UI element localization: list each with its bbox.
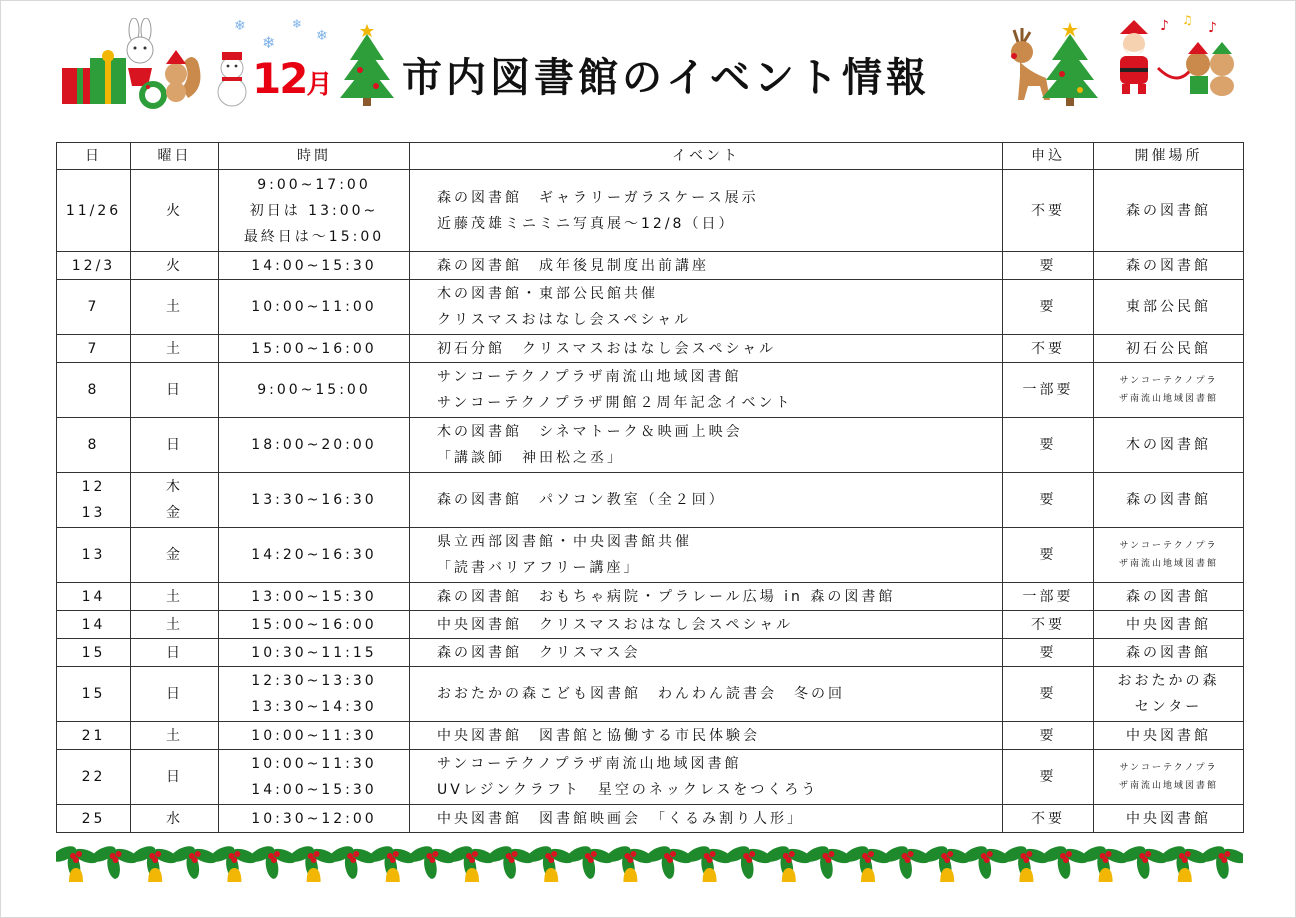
holly-leaf-icon [56,843,100,882]
cell-event-line: 森の図書館 おもちゃ病院・プラレール広場 in 森の図書館 [437,588,896,605]
holly-leaf-icon [881,843,932,880]
cell-event-line: 近藤茂雄ミニミニ写真展～12/8（日） [437,215,736,232]
cell-day [57,418,131,473]
cell-venue-line: 森の図書館 [1126,644,1211,661]
cell-apply: 要 [1003,280,1094,335]
cell-weekday-line: 日 [166,382,183,398]
cell-time [219,583,410,611]
cell-day-line: 7 [87,340,100,357]
cell-weekday [131,363,219,418]
holly-leaf-icon [406,843,457,880]
cell-time-line: 12:30~13:30 [251,673,377,689]
cell-time [219,722,410,750]
cell-venue [1094,583,1244,611]
month-label [252,54,331,103]
cell-venue-line: 東部公民館 [1126,299,1211,315]
table-row [57,418,1244,473]
cell-apply: 不要 [1003,805,1094,833]
holly-leaf-icon [485,843,536,880]
cell-time-line: 9:00~15:00 [257,382,371,398]
holly-leaf-icon [366,843,417,882]
cell-time [219,750,410,805]
cell-time [219,170,410,252]
cell-day-line: 11/26 [65,202,122,219]
cell-day-line: 13 [81,505,106,521]
cell-time [219,528,410,583]
cell-weekday-line: 水 [166,810,183,827]
cell-day [57,611,131,639]
cell-weekday [131,750,219,805]
col-header-venue: 開催場所 [1094,143,1244,170]
cell-weekday [131,335,219,363]
cell-event [410,363,1003,418]
cell-weekday [131,583,219,611]
cell-day [57,335,131,363]
cell-event [410,722,1003,750]
cell-time-line: 14:00~15:30 [251,257,377,274]
christmas-tree-icon [1040,18,1100,108]
cell-day [57,528,131,583]
cell-weekday-line: 火 [166,257,183,274]
holly-leaf-icon [564,843,615,880]
svg-text:❄: ❄ [292,17,303,31]
cell-event-line: UVレジンクラフト 星空のネックレスをつくろう [437,782,819,798]
cell-venue-line: サンコーテクノプラ [1119,541,1218,551]
holly-leaf-icon [1040,843,1091,880]
table-row [57,528,1244,583]
cell-day-line: 7 [87,299,100,315]
cell-time [219,418,410,473]
cell-weekday-line: 日 [166,437,183,453]
holly-leaf-icon [446,843,497,882]
holly-leaf-icon [1119,843,1170,880]
cell-event-line: 木の図書館 シネマトーク＆映画上映会 [437,424,743,440]
cell-time-line: 13:00~15:30 [251,588,377,605]
cell-venue [1094,667,1244,722]
cell-event-line: 「講談師 神田松之丞」 [437,450,624,466]
cell-day-line: 21 [81,727,106,744]
cell-event [410,280,1003,335]
cell-apply: 不要 [1003,611,1094,639]
cell-event [410,639,1003,667]
holly-leaf-icon [842,843,893,882]
cell-time-line: 10:00~11:30 [251,756,377,772]
cell-weekday [131,418,219,473]
col-header-apply: 申込 [1003,143,1094,170]
cell-day [57,722,131,750]
holly-leaf-icon [208,843,259,882]
holly-leaf-icon [287,843,338,882]
cell-event-line: 県立西部図書館・中央図書館共催 [437,534,692,550]
cell-weekday [131,170,219,252]
cell-event-line: サンコーテクノプラザ開館２周年記念イベント [437,395,793,411]
cell-weekday-line: 土 [166,616,183,633]
cell-day [57,363,131,418]
cell-venue-line: サンコーテクノプラ [1119,376,1218,386]
holly-leaf-icon [723,843,774,880]
cell-weekday-line: 木 [166,479,183,495]
svg-text:❄: ❄ [234,18,246,34]
cell-event-line: 森の図書館 ギャラリーガラスケース展示 [437,189,759,206]
cell-apply: 不要 [1003,170,1094,252]
cell-day [57,667,131,722]
cell-event-line: 木の図書館・東部公民館共催 [437,286,658,302]
cell-time-line: 13:30~16:30 [251,492,377,508]
cell-time-line: 10:30~11:15 [251,644,377,661]
holly-leaf-icon [762,843,813,882]
holly-leaf-icon [168,843,219,880]
cell-venue-line: センター [1134,699,1203,715]
table-header-row [57,143,1244,170]
cell-day [57,805,131,833]
cell-venue-line: 中央図書館 [1126,616,1211,633]
cell-apply: 要 [1003,639,1094,667]
cell-weekday-line: 金 [166,505,183,521]
cell-time-line: 10:00~11:30 [251,727,377,744]
cell-venue-line: サンコーテクノプラ [1119,763,1218,773]
cell-event-line: サンコーテクノプラザ南流山地域図書館 [437,756,742,772]
cell-event-line: 中央図書館 図書館と協働する市民体験会 [437,727,760,744]
cell-day-line: 8 [87,382,100,398]
snowflake-icon [232,14,332,58]
cell-weekday [131,805,219,833]
cell-event-line: おおたかの森こども図書館 わんわん読書会 冬の回 [437,686,845,702]
cell-event-line: 中央図書館 クリスマスおはなし会スペシャル [437,616,794,633]
cell-weekday-line: 日 [166,686,183,702]
cell-time [219,335,410,363]
cell-event [410,667,1003,722]
cell-time [219,667,410,722]
table-row [57,335,1244,363]
col-header-event: イベント [410,143,1003,170]
col-header-weekday: 曜日 [131,143,219,170]
holly-leaf-icon [1079,843,1130,882]
table-row [57,280,1244,335]
col-header-time: 時間 [219,143,410,170]
cell-venue-line: 中央図書館 [1126,727,1211,744]
cell-event [410,418,1003,473]
cell-day-line: 25 [81,810,106,827]
holly-leaf-icon [921,843,972,882]
cell-time-line: 14:00~15:30 [251,782,377,798]
cell-weekday [131,722,219,750]
holly-leaf-icon [248,843,299,880]
holly-leaf-icon [960,843,1011,880]
cell-weekday [131,252,219,280]
cell-day-line: 22 [81,769,106,785]
cell-weekday [131,667,219,722]
cell-time-line: 15:00~16:00 [251,616,377,633]
holly-garland [56,838,1243,886]
cell-event [410,528,1003,583]
cell-weekday [131,473,219,528]
cell-weekday-line: 土 [166,340,183,357]
cell-event-line: 森の図書館 成年後見制度出前講座 [437,257,709,274]
cell-time [219,363,410,418]
cell-weekday-line: 日 [166,644,183,661]
cell-event-line: サンコーテクノプラザ南流山地域図書館 [437,369,742,385]
table-row [57,805,1244,833]
cell-time [219,805,410,833]
table-row [57,170,1244,252]
cell-day [57,750,131,805]
cell-time-line: 最終日は～15:00 [243,228,385,245]
cell-event [410,583,1003,611]
cell-weekday-line: 火 [166,202,183,219]
cell-weekday [131,639,219,667]
cell-day [57,639,131,667]
cell-venue [1094,473,1244,528]
table-body [57,170,1244,833]
cell-apply: 要 [1003,528,1094,583]
cell-apply: 一部要 [1003,583,1094,611]
cell-apply: 要 [1003,667,1094,722]
cell-weekday [131,280,219,335]
cell-venue-line: ザ南流山地域図書館 [1118,781,1218,791]
cell-venue-line: 中央図書館 [1126,810,1211,827]
cell-day-line: 15 [81,644,106,661]
cell-day-line: 15 [81,686,106,702]
cell-weekday-line: 金 [166,547,183,563]
table-row [57,639,1244,667]
events-table [56,142,1244,833]
cell-apply: 一部要 [1003,363,1094,418]
table-row [57,750,1244,805]
cell-venue [1094,363,1244,418]
table-row [57,611,1244,639]
cell-venue-line: おおたかの森 [1117,673,1220,689]
cell-time [219,473,410,528]
cell-venue [1094,335,1244,363]
cell-venue-line: 森の図書館 [1126,588,1211,605]
cell-event [410,170,1003,252]
holly-leaf-icon [327,843,378,880]
svg-text:♪: ♪ [1208,20,1217,36]
cell-weekday-line: 土 [166,588,183,605]
cell-venue [1094,170,1244,252]
cell-time-line: 18:00~20:00 [251,437,377,453]
table-row [57,473,1244,528]
cell-time [219,639,410,667]
cell-day-line: 14 [81,588,106,605]
snowman-icon [212,50,252,108]
cell-weekday [131,611,219,639]
month-number: 12 [252,54,307,103]
cell-time-line: 10:30~12:00 [251,810,377,827]
cell-apply: 不要 [1003,335,1094,363]
cell-time-line: 15:00~16:00 [251,340,377,357]
christmas-tree-icon [336,18,398,108]
cell-day [57,583,131,611]
cell-venue [1094,611,1244,639]
cell-event-line: 初石分館 クリスマスおはなし会スペシャル [437,340,777,357]
cell-venue [1094,722,1244,750]
cell-time [219,280,410,335]
cell-venue-line: ザ南流山地域図書館 [1118,559,1218,569]
table-row [57,667,1244,722]
cell-event [410,805,1003,833]
cell-time-line: 10:00~11:00 [251,299,377,315]
cell-event [410,473,1003,528]
cell-day [57,252,131,280]
svg-text:♪: ♪ [1160,18,1169,34]
cell-day [57,473,131,528]
cell-event-line: 中央図書館 図書館映画会 「くるみ割り人形」 [437,810,804,827]
cell-weekday-line: 日 [166,769,183,785]
holly-leaf-icon [525,843,576,882]
cell-venue [1094,805,1244,833]
cell-day [57,280,131,335]
cell-venue [1094,528,1244,583]
table-row [57,363,1244,418]
cell-time [219,611,410,639]
cell-day-line: 8 [87,437,100,453]
cell-time-line: 9:00~17:00 [257,176,371,193]
table-row [57,722,1244,750]
cell-day-line: 14 [81,616,106,633]
cell-event-line: 「読書バリアフリー講座」 [437,560,641,576]
cell-venue-line: 木の図書館 [1126,437,1211,453]
holly-leaf-icon [129,843,180,882]
cell-venue [1094,252,1244,280]
rabbit-santa-icon [114,18,164,88]
cell-day [57,170,131,252]
svg-text:❄: ❄ [262,33,276,52]
cell-apply: 要 [1003,252,1094,280]
squirrel-icon [158,48,206,104]
holly-leaf-icon [1198,843,1243,880]
cell-event-line: 森の図書館 クリスマス会 [437,644,641,661]
cell-venue [1094,280,1244,335]
cell-time [219,252,410,280]
cell-event [410,611,1003,639]
cell-day-line: 12 [81,479,106,495]
cell-venue-line: 森の図書館 [1126,202,1211,219]
holly-leaf-icon [604,843,655,882]
cell-event-line: クリスマスおはなし会スペシャル [437,312,692,328]
cell-day-line: 13 [81,547,106,563]
page-title: 市内図書館のイベント情報 [402,55,930,101]
cell-venue [1094,639,1244,667]
cell-weekday-line: 土 [166,299,183,315]
holly-leaf-icon [89,843,140,880]
month-suffix: 月 [306,70,331,100]
cell-venue-line: 森の図書館 [1126,492,1211,508]
holly-leaf-icon [644,843,695,880]
svg-text:❄: ❄ [316,28,328,44]
cell-venue-line: ザ南流山地域図書館 [1118,394,1218,404]
bears-with-gift-icon [1152,38,1238,98]
cell-time-line: 初日は 13:00~ [249,202,379,219]
cell-venue [1094,750,1244,805]
holly-leaf-icon [1158,843,1209,882]
cell-venue [1094,418,1244,473]
cell-weekday [131,528,219,583]
cell-event-line: 森の図書館 パソコン教室（全２回） [437,492,726,508]
cell-event [410,252,1003,280]
cell-venue-line: 初石公民館 [1126,340,1211,357]
cell-apply: 要 [1003,473,1094,528]
holly-leaf-icon [683,843,734,882]
cell-venue-line: 森の図書館 [1126,257,1211,274]
cell-event [410,335,1003,363]
cell-apply: 要 [1003,750,1094,805]
cell-time-line: 13:30~14:30 [251,699,377,715]
table-row [57,252,1244,280]
cell-apply: 要 [1003,418,1094,473]
cell-time-line: 14:20~16:30 [251,547,377,563]
cell-weekday-line: 土 [166,727,183,744]
table-row [57,583,1244,611]
svg-text:♫: ♫ [1182,13,1193,27]
cell-day-line: 12/3 [71,257,116,274]
cell-event [410,750,1003,805]
holly-leaf-icon [802,843,853,880]
cell-apply: 要 [1003,722,1094,750]
col-header-day: 日 [57,143,131,170]
holly-leaf-icon [1000,843,1051,882]
